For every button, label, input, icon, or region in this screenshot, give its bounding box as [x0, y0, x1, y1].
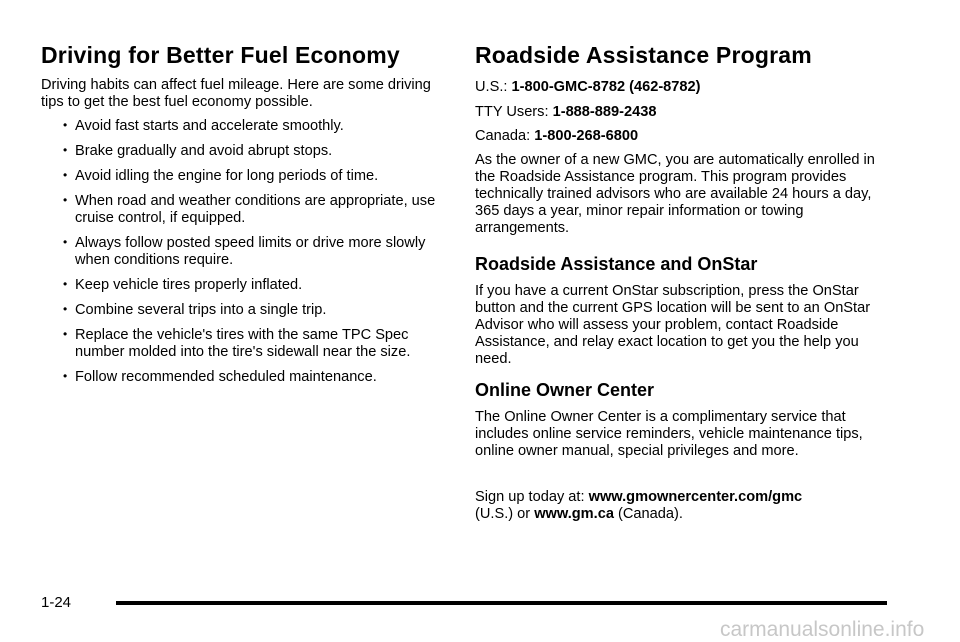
roadside-body: As the owner of a new GMC, you are automatically enrolled in the Roadside Assistance program. This program provides technically trained advisors who are available 24 hours a day, 365 days a year, minor repair information or towing arrangements. — [475, 152, 875, 236]
page-number: 1-24 — [41, 594, 72, 611]
section-title-roadside: Roadside Assistance Program — [475, 42, 812, 68]
list-item: • Always follow posted speed limits or drive more slowly when conditions require. — [63, 235, 426, 268]
list-item: • Replace the vehicle's tires with the same TPC Spec number molded into the tire's sidewall near the size. — [63, 327, 411, 360]
bullet-icon: • — [63, 235, 68, 249]
canada-phone-number: 1-800-268-6800 — [534, 128, 639, 144]
bullet-icon: • — [63, 143, 68, 157]
list-item: • Avoid fast starts and accelerate smoothly. — [63, 118, 344, 134]
list-item: • Brake gradually and avoid abrupt stops. — [63, 143, 333, 159]
us-label: U.S.: — [475, 79, 508, 95]
list-item: • Follow recommended scheduled maintenance. — [63, 369, 377, 385]
tty-phone-number: 1-888-889-2438 — [552, 104, 657, 120]
fuel-tips-list — [41, 118, 441, 386]
signup-url-us: www.gmownercenter.com/gmc — [588, 489, 803, 505]
signup-us-suffix: (U.S.) or — [475, 506, 531, 522]
list-item: • Keep vehicle tires properly inflated. — [63, 277, 303, 293]
tty-label: TTY Users: — [475, 104, 549, 120]
owner-center-body: The Online Owner Center is a complimentary service that includes online service reminders, vehicle maintenance tips, online owner manual, special privileges and more. — [475, 409, 863, 459]
us-phone-number: 1-800-GMC-8782 (462-8782) — [511, 79, 701, 95]
tty-phone-line — [475, 104, 895, 121]
bullet-icon: • — [63, 277, 68, 291]
bullet-icon: • — [63, 118, 68, 132]
list-item: • Avoid idling the engine for long periods of time. — [63, 168, 379, 184]
bullet-icon: • — [63, 168, 68, 182]
onstar-body: If you have a current OnStar subscription, press the OnStar button and the current GPS location will be sent to an OnStar Advisor who will assess your problem, contact Roadside Assistance, and relay exact location to get you the help you need. — [475, 283, 871, 367]
watermark: carmanualsonline.info — [720, 618, 925, 641]
fuel-economy-intro: Driving habits can affect fuel mileage. Here are some driving tips to get the best fuel economy possible. — [41, 77, 431, 110]
footer-rule — [116, 601, 887, 605]
section-title-fuel-economy: Driving for Better Fuel Economy — [41, 42, 400, 68]
signup-line — [475, 489, 895, 523]
us-phone-line — [475, 79, 895, 96]
signup-prefix: Sign up today at: — [475, 489, 585, 505]
canada-label: Canada: — [475, 128, 531, 144]
canada-phone-line — [475, 128, 895, 145]
list-item: • When road and weather conditions are appropriate, use cruise control, if equipped. — [63, 193, 436, 226]
signup-url-ca: www.gm.ca — [534, 506, 614, 522]
onstar-heading: Roadside Assistance and OnStar — [475, 254, 758, 274]
owner-center-heading: Online Owner Center — [475, 380, 655, 400]
bullet-icon: • — [63, 302, 68, 316]
bullet-icon: • — [63, 193, 68, 207]
bullet-icon: • — [63, 369, 68, 383]
list-item: • Combine several trips into a single trip. — [63, 302, 327, 318]
bullet-icon: • — [63, 327, 68, 341]
signup-ca-suffix: (Canada). — [618, 506, 683, 522]
